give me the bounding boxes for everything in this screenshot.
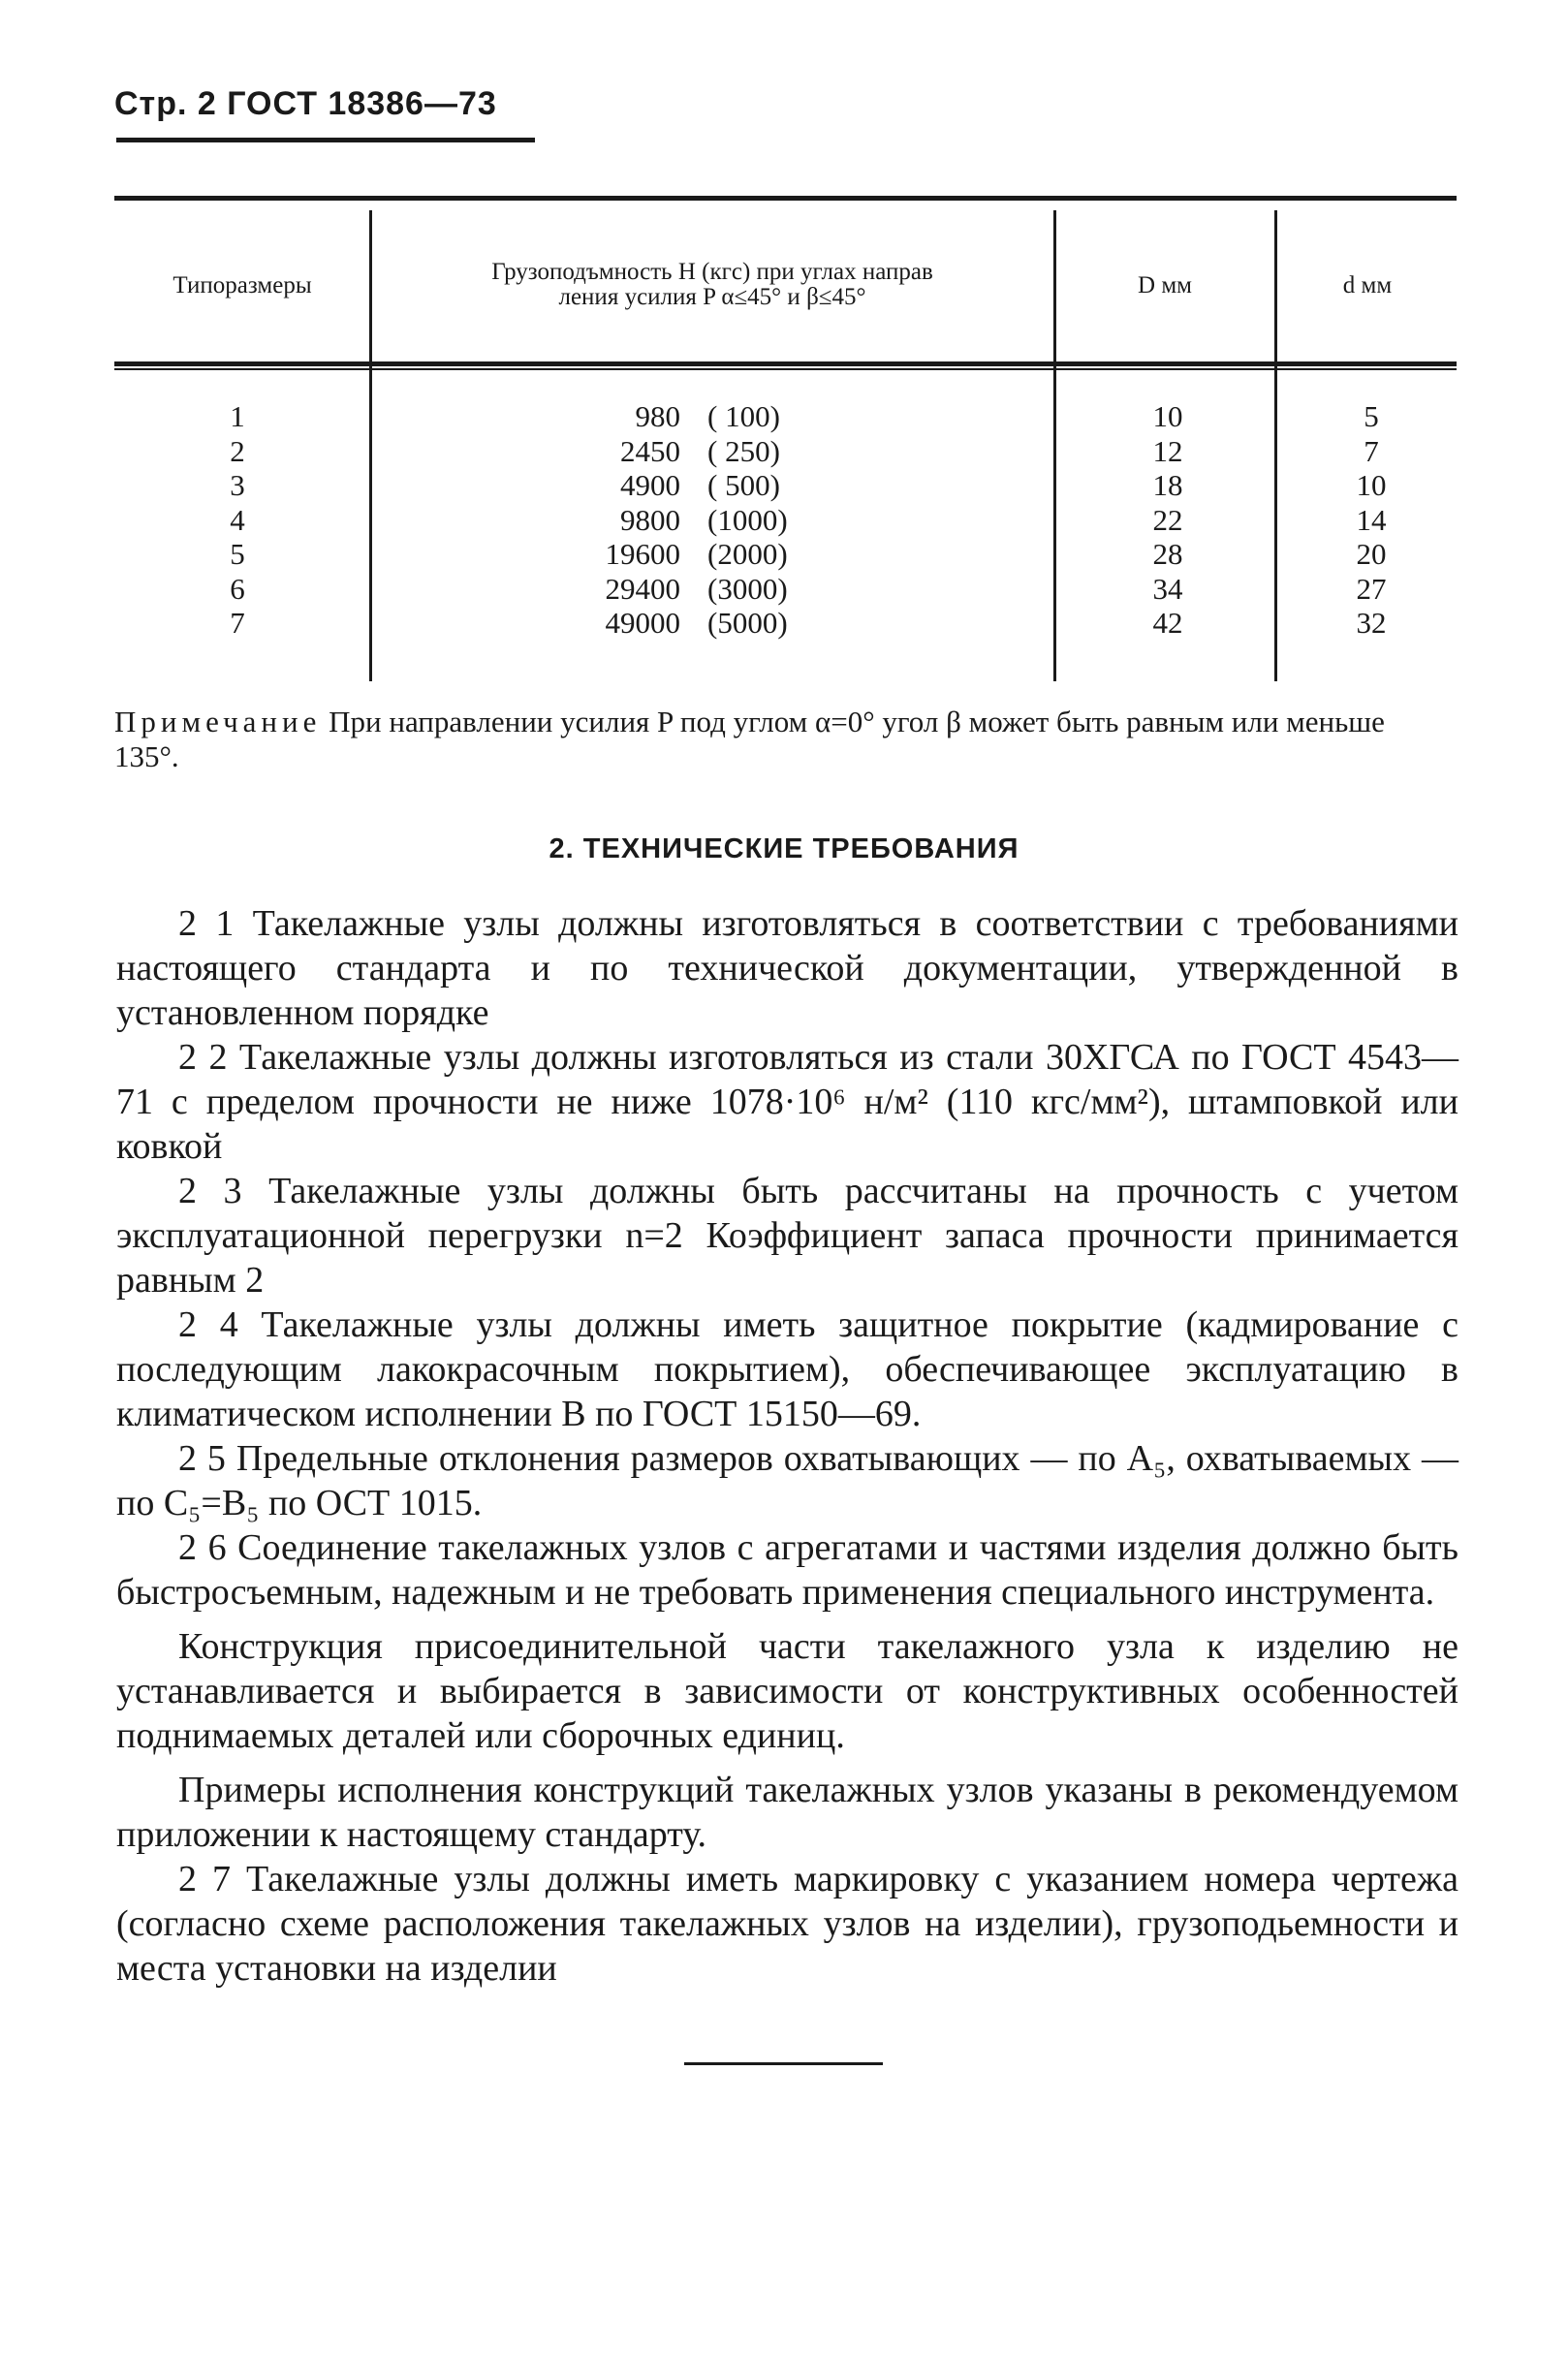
page-header: Стр. 2 ГОСТ 18386—73 (114, 85, 497, 122)
column-header-capacity-line2: ления усилия P α≤45° и β≤45° (558, 284, 866, 310)
paragraph: 2 7 Такелажные узлы должны иметь маркировку с указанием номера чертежа (согласно схеме расположения такелажных узлов на изделии), грузоподьемности и места установки на изделии (116, 1859, 1458, 1989)
paragraph: 2 3 Такелажные узлы должны быть рассчитаны на прочность с учетом эксплуатационной перегрузки n=2 Коэффициент запаса прочности принимается равным 2 (116, 1171, 1458, 1301)
table-note (114, 705, 1457, 774)
column-D: 10 12 18 22 28 34 42 (1152, 399, 1183, 640)
end-rule (684, 2062, 883, 2065)
column-header-size: Типоразмеры (172, 272, 312, 298)
column-header-capacity-line1: Грузоподъмность Н (кгс) при углах направ (491, 259, 933, 285)
section-body (116, 901, 1458, 1991)
column-header-d: d мм (1342, 272, 1393, 298)
table-divider (1053, 210, 1056, 681)
paragraph: 2 1 Такелажные узлы должны изготовляться в соответствии с требованиями настоящего стандарта и по технической документации, утвержденной в установленном порядке (116, 903, 1458, 1033)
column-header-D: D мм (1138, 272, 1192, 298)
note-text: При направлении усилия P под углом α=0° угол β может быть равным или меньше 135°. (114, 705, 1385, 773)
header-rule (116, 138, 535, 142)
column-d: 5 7 10 14 20 27 32 (1356, 399, 1387, 640)
column-capacity-n: 980 2450 4900 9800 19600 29400 49000 (605, 399, 680, 640)
table-top-rule (114, 196, 1457, 201)
table-divider (1274, 210, 1277, 681)
paragraph: Конструкция присоединительной части такелажного узла к изделию не устанавливается и выбирается в зависимости от конструктивных особенностей поднимаемых деталей или сборочных единиц. (116, 1626, 1458, 1756)
paragraph: 2 5 Предельные отклонения размеров охватывающих — по A₅, охватываемых — по C₅=B₅ по ОСТ 1015. (116, 1438, 1458, 1523)
table-divider (369, 210, 372, 681)
paragraph: 2 2 Такелажные узлы должны изготовляться из стали 30ХГСА по ГОСТ 4543—71 с пределом прочности не ниже 1078·10⁶ н/м² (110 кгс/мм²), штамповкой или ковкой (116, 1037, 1458, 1167)
section-title: 2. ТЕХНИЧЕСКИЕ ТРЕБОВАНИЯ (549, 833, 1019, 864)
table-header-rule-thin (114, 368, 1457, 370)
column-header-capacity (373, 260, 1051, 310)
paragraph: 2 6 Соединение такелажных узлов с агрегатами и частями изделия должно быть быстросъемным, надежным и не требовать применения специального инструмента. (116, 1527, 1458, 1613)
paragraph: Примеры исполнения конструкций такелажных узлов указаны в рекомендуемом приложении к настоящему стандарту. (116, 1770, 1458, 1855)
note-label: Примечание (114, 705, 322, 738)
column-capacity-kgs: ( 100) ( 250) ( 500) (1000) (2000) (3000) (5000) (707, 399, 788, 640)
paragraph: 2 4 Такелажные узлы должны иметь защитное покрытие (кадмирование с последующим лакокрасочным покрытием), обеспечивающее эксплуатацию в климатическом исполнении В по ГОСТ 15150—69. (116, 1304, 1458, 1434)
table-header-rule (114, 361, 1457, 366)
column-sizes: 1 2 3 4 5 6 7 (230, 399, 245, 640)
